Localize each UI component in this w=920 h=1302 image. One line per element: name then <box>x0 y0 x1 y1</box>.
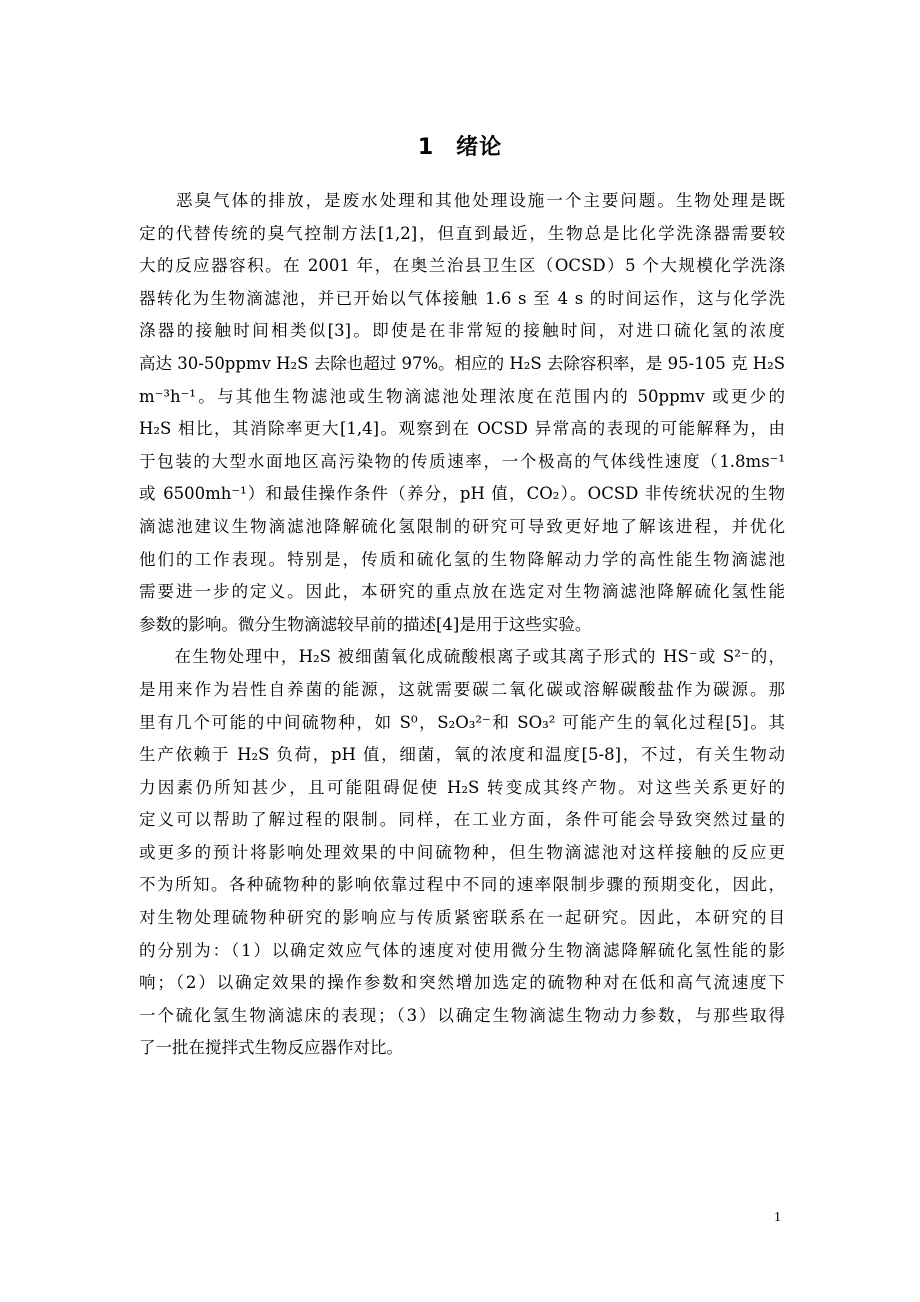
text-line: 一个硫化氢生物滴滤床的表现；（3）以确定生物滴滤生物动力参数，与那些取得 <box>139 1005 785 1025</box>
text-line: m⁻³h⁻¹。与其他生物滤池或生物滴滤池处理浓度在范围内的 50ppmv 或更少的 <box>139 386 785 406</box>
text-line: 或更多的预计将影响处理效果的中间硫物种，但生物滴滤池对这样接触的反应更 <box>139 842 785 862</box>
text-line: 对生物处理硫物种研究的影响应与传质紧密联系在一起研究。因此，本研究的目 <box>139 908 785 928</box>
text-line: H₂S 相比，其消除率更大[1,4]。观察到在 OCSD 异常高的表现的可能解释为，由 <box>139 419 785 439</box>
section-title <box>0 130 920 161</box>
text-line: 涤器的接触时间相类似[3]。即使是在非常短的接触时间，对进口硫化氢的浓度 <box>139 321 785 341</box>
text-line: 高达 30-50ppmv H₂S 去除也超过 97%。相应的 H₂S 去除容积率，是 95-105 克 H₂S <box>139 353 785 373</box>
text-line: 在生物处理中，H₂S 被细菌氧化成硫酸根离子或其离子形式的 HS⁻或 S²⁻的， <box>139 647 785 667</box>
text-line: 器转化为生物滴滤池，并已开始以气体接触 1.6 s 至 4 s 的时间运作，这与化学洗 <box>139 288 785 308</box>
section-number: 1 <box>417 135 435 160</box>
text-line: 响；（2）以确定效果的操作参数和突然增加选定的硫物种对在低和高气流速度下 <box>139 973 785 993</box>
page-number: 1 <box>774 1210 781 1225</box>
body-text <box>139 185 785 1065</box>
text-line: 是用来作为岩性自养菌的能源，这就需要碳二氧化碳或溶解碳酸盐作为碳源。那 <box>139 679 785 699</box>
section-title-text: 绪论 <box>456 135 503 160</box>
text-line: 大的反应器容积。在 2001 年，在奥兰治县卫生区（OCSD）5 个大规模化学洗涤 <box>139 256 785 276</box>
text-line: 力因素仍所知甚少，且可能阻碍促使 H₂S 转变成其终产物。对这些关系更好的 <box>139 777 785 797</box>
text-line: 的分别为：（1）以确定效应气体的速度对使用微分生物滴滤降解硫化氢性能的影 <box>139 940 785 960</box>
text-line: 他们的工作表现。特别是，传质和硫化氢的生物降解动力学的高性能生物滴滤池 <box>139 549 785 569</box>
text-line: 定义可以帮助了解过程的限制。同样，在工业方面，条件可能会导致突然过量的 <box>139 810 785 830</box>
text-line: 于包装的大型水面地区高污染物的传质速率，一个极高的气体线性速度（1.8ms⁻¹ <box>139 451 785 471</box>
text-line: 需要进一步的定义。因此，本研究的重点放在选定对生物滴滤池降解硫化氢性能 <box>139 582 785 602</box>
text-line: 恶臭气体的排放，是废水处理和其他处理设施一个主要问题。生物处理是既 <box>139 191 785 210</box>
text-line: 了一批在搅拌式生物反应器作对比。 <box>139 1038 403 1058</box>
text-line: 或 6500mh⁻¹）和最佳操作条件（养分，pH 值，CO₂）。OCSD 非传统状况的生物 <box>139 484 785 504</box>
text-line: 不为所知。各种硫物种的影响依靠过程中不同的速率限制步骤的预期变化，因此， <box>139 875 785 895</box>
text-line: 里有几个可能的中间硫物种，如 S⁰，S₂O₃²⁻和 SO₃² 可能产生的氧化过程[5]。其 <box>139 712 785 732</box>
text-line: 定的代替传统的臭气控制方法[1,2]，但直到最近，生物总是比化学洗涤器需要较 <box>139 223 785 243</box>
text-line: 滴滤池建议生物滴滤池降解硫化氢限制的研究可导致更好地了解该进程，并优化 <box>139 516 785 536</box>
text-line: 生产依赖于 H₂S 负荷，pH 值，细菌，氧的浓度和温度[5-8]，不过，有关生物动 <box>139 745 785 765</box>
text-line: 参数的影响。微分生物滴滤较早前的描述[4]是用于这些实验。 <box>139 614 592 634</box>
